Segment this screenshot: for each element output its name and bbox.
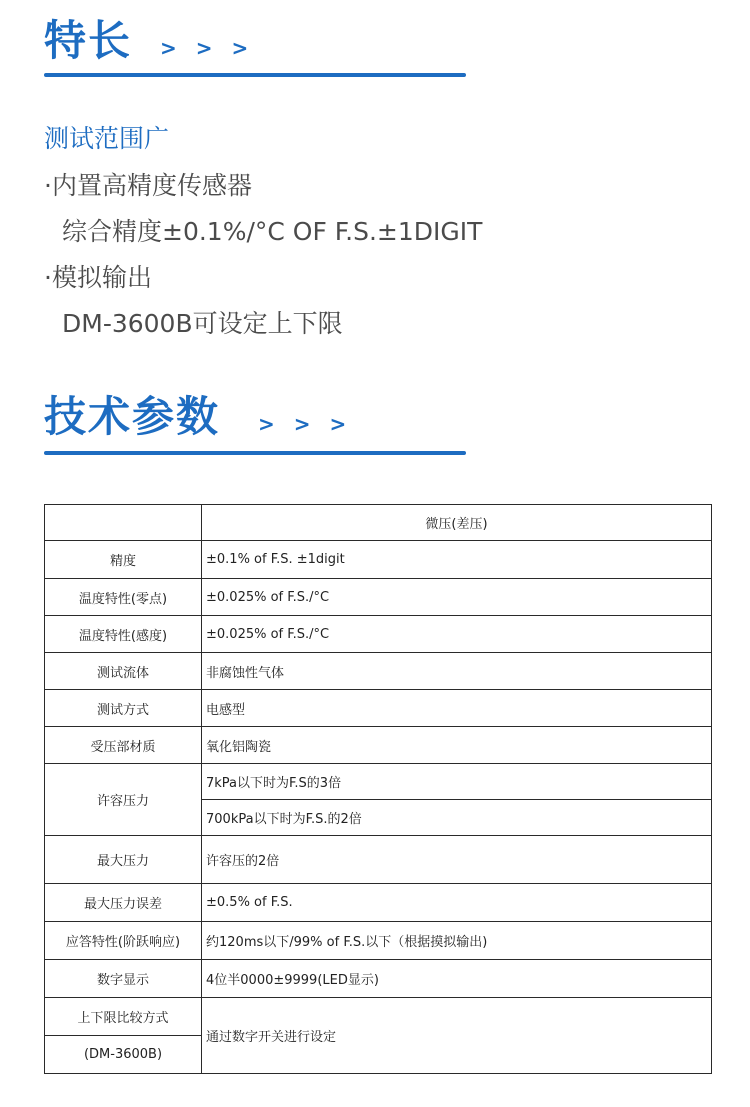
specs-title-rule (44, 451, 466, 455)
table-header-row (45, 505, 712, 541)
row-label: 数字显示 (45, 960, 202, 998)
row-value: ±0.1% of F.S. ±1digit (202, 541, 712, 579)
features-title-rule (44, 73, 466, 77)
row-value: ±0.025% of F.S./°C (202, 579, 712, 616)
specs-title-arrows: > > > (258, 412, 353, 436)
feature-line-accuracy: 综合精度±0.1%/°C OF F.S.±1DIGIT (62, 217, 483, 246)
row-label: 测试方式 (45, 690, 202, 727)
feature-line-analog: ·模拟输出 (44, 263, 152, 292)
specs-title: 技术参数 (44, 392, 221, 441)
table-row (45, 616, 712, 653)
row-label: 温度特性(感度) (45, 616, 202, 653)
allowable-pressure-label: 许容压力 (45, 764, 202, 836)
limit-compare-label-2: (DM-3600B) (45, 1036, 202, 1074)
spec-table (44, 504, 712, 1074)
row-value: 非腐蚀性气体 (202, 653, 712, 690)
table-row (45, 579, 712, 616)
row-value: 电感型 (202, 690, 712, 727)
row-value: 4位半0000±9999(LED显示) (202, 960, 712, 998)
table-row (45, 727, 712, 764)
header-column-label: 微压(差压) (202, 505, 712, 541)
feature-line-sensor: ·内置高精度传感器 (44, 171, 252, 200)
table-row (45, 960, 712, 998)
table-row-limit-compare (45, 998, 712, 1036)
table-row-allowable-pressure (45, 764, 712, 800)
table-row (45, 836, 712, 884)
row-value: 许容压的2倍 (202, 836, 712, 884)
allowable-pressure-value-2: 700kPa以下时为F.S.的2倍 (202, 800, 712, 836)
table-row (45, 653, 712, 690)
row-label: 精度 (45, 541, 202, 579)
feature-line-limits: DM-3600B可设定上下限 (62, 309, 343, 338)
row-label: 受压部材质 (45, 727, 202, 764)
row-value: ±0.025% of F.S./°C (202, 616, 712, 653)
row-label: 测试流体 (45, 653, 202, 690)
feature-line-range: 测试范围广 (44, 124, 170, 153)
row-label: 最大压力误差 (45, 884, 202, 922)
table-row (45, 884, 712, 922)
row-label: 应答特性(阶跃响应) (45, 922, 202, 960)
features-title: 特长 (44, 16, 133, 65)
row-label: 最大压力 (45, 836, 202, 884)
allowable-pressure-value-1: 7kPa以下时为F.S的3倍 (202, 764, 712, 800)
features-title-arrows: > > > (160, 36, 255, 60)
table-row (45, 541, 712, 579)
limit-compare-value: 通过数字开关进行设定 (202, 998, 712, 1074)
row-value: ±0.5% of F.S. (202, 884, 712, 922)
row-value: 约120ms以下/99% of F.S.以下（根据摸拟输出) (202, 922, 712, 960)
row-label: 温度特性(零点) (45, 579, 202, 616)
limit-compare-label-1: 上下限比较方式 (45, 998, 202, 1036)
header-blank-cell (45, 505, 202, 541)
row-value: 氧化铝陶瓷 (202, 727, 712, 764)
table-row (45, 922, 712, 960)
table-row (45, 690, 712, 727)
